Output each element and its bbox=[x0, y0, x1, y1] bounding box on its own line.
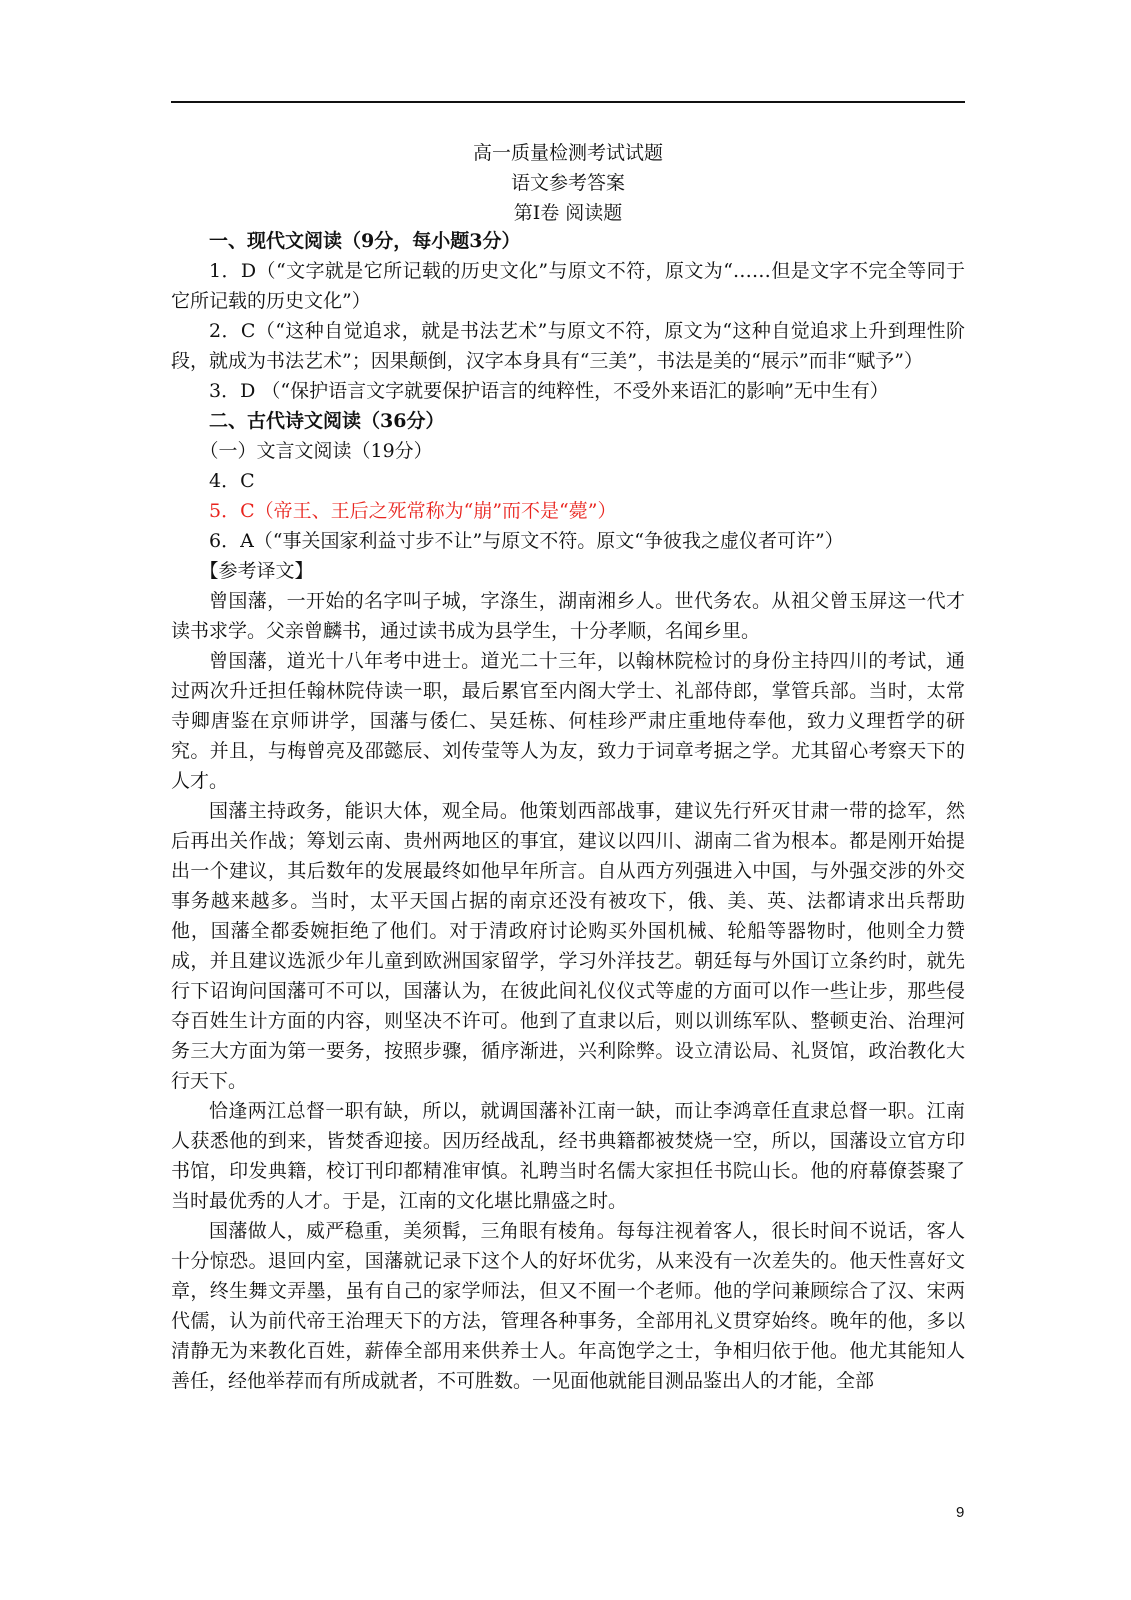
section-heading-classical-reading: 二、古代诗文阅读（36分） bbox=[209, 410, 445, 432]
translation-paragraph: 国藩做人，威严稳重，美须髯，三角眼有棱角。每每注视着客人，很长时间不说话，客人十分惊恐。退回内室，国藩就记录下这个人的好坏优劣，从来没有一次差失的。他天性喜好文章，终生舞文弄墨，虽有自己的家学师法，但又不囿一个老师。他的学问兼顾综合了汉、宋两代儒，认为前代帝王治理天下的方法，管理各种事务，全部用礼义贯穿始终。晚年的他，多以清静无为来教化百姓，薪俸全部用来供养士人。年高饱学之士，争相归依于他。他尤其能知人善任，经他举荐而有所成就者，不可胜数。一见面他就能目测品鉴出人的才能，全部 bbox=[171, 1220, 965, 1392]
translation-paragraph: 曾国藩，一开始的名字叫子城，字涤生，湖南湘乡人。世代务农。从祖父曾玉屏这一代才读书求学。父亲曾麟书，通过读书成为县学生，十分孝顺，名闻乡里。 bbox=[171, 590, 965, 642]
answer-3: 3．D （“保护语言文字就要保护语言的纯粹性，不受外来语汇的影响”无中生有） bbox=[209, 380, 889, 402]
translation-paragraph: 国藩主持政务，能识大体，观全局。他策划西部战事，建议先行歼灭甘肃一带的捻军，然后再出关作战；筹划云南、贵州两地区的事宜，建议以四川、湖南二省为根本。都是刚开始提出一个建议，其后数年的发展最终如他早年所言。自从西方列强进入中国，与外强交涉的外交事务越来越多。当时，太平天国占据的南京还没有被攻下，俄、美、英、法都请求出兵帮助他，国藩全都委婉拒绝了他们。对于清政府讨论购买外国机械、轮船等器物时，他则全力赞成，并且建议选派少年儿童到欧洲国家留学，学习外洋技艺。朝廷每与外国订立条约时，就先行下诏询问国藩可不可以，国藩认为，在彼此间礼仪仪式等虚的方面可以作一些让步，那些侵夺百姓生计方面的内容，则坚决不许可。他到了直隶以后，则以训练军队、整顿吏治、治理河务三大方面为第一要务，按照步骤，循序渐进，兴利除弊。设立清讼局、礼贤馆，政治教化大行天下。 bbox=[171, 800, 965, 1092]
exam-title: 高一质量检测考试试题 bbox=[472, 142, 663, 164]
page-number: 9 bbox=[956, 1504, 965, 1521]
title-block bbox=[171, 138, 965, 228]
answer-content bbox=[171, 226, 965, 1396]
answer-2: 2．C（“这种自觉追求，就是书法艺术”与原文不符，原文为“这种自觉追求上升到理性阶段，就成为书法艺术”；因果颠倒，汉字本身具有“三美”，书法是美的“展示”而非“赋予”） bbox=[171, 320, 965, 372]
answer-4: 4．C bbox=[209, 470, 255, 492]
answer-6: 6．A（“事关国家利益寸步不让”与原文不符。原文“争彼我之虚仪者可许”） bbox=[209, 530, 844, 552]
volume-title: 第Ⅰ卷 阅读题 bbox=[513, 202, 623, 224]
answer-1: 1．D（“文字就是它所记载的历史文化”与原文不符，原文为“……但是文字不完全等同于它所记载的历史文化”） bbox=[171, 260, 965, 312]
exam-subtitle: 语文参考答案 bbox=[510, 172, 625, 194]
answer-5-highlighted: 5．C（帝王、王后之死常称为“崩”而不是“薨”） bbox=[209, 500, 617, 522]
sub-heading-classical-prose: （一）文言文阅读（19分） bbox=[199, 440, 433, 462]
translation-paragraph: 曾国藩，道光十八年考中进士。道光二十三年，以翰林院检讨的身份主持四川的考试，通过两次升迁担任翰林院侍读一职，最后累官至内阁大学士、礼部侍郎，掌管兵部。当时，太常寺卿唐鉴在京师讲学，国藩与倭仁、吴廷栋、何桂珍严肃庄重地侍奉他，致力义理哲学的研究。并且，与梅曾亮及邵懿辰、刘传莹等人为友，致力于词章考据之学。尤其留心考察天下的人才。 bbox=[171, 650, 965, 792]
translation-paragraph: 恰逢两江总督一职有缺，所以，就调国藩补江南一缺，而让李鸿章任直隶总督一职。江南人获悉他的到来，皆焚香迎接。因历经战乱，经书典籍都被焚烧一空，所以，国藩设立官方印书馆，印发典籍，校订刊印都精准审慎。礼聘当时名儒大家担任书院山长。他的府幕僚荟聚了当时最优秀的人才。于是，江南的文化堪比鼎盛之时。 bbox=[171, 1100, 965, 1212]
translation-label: 【参考译文】 bbox=[199, 560, 314, 582]
header-rule bbox=[171, 101, 965, 103]
section-heading-modern-reading: 一、现代文阅读（9分，每小题3分） bbox=[209, 230, 521, 252]
